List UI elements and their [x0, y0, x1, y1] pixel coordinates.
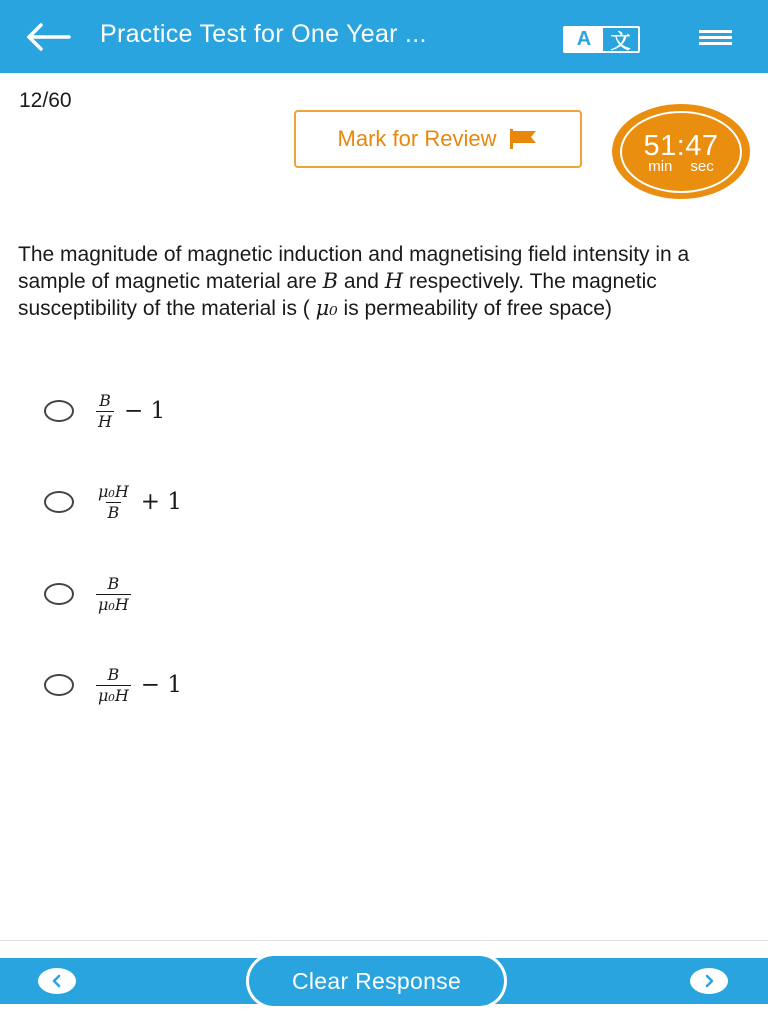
- next-question-button[interactable]: [678, 958, 768, 1004]
- option-3-denominator: μ₀H: [98, 594, 129, 614]
- option-3-radio[interactable]: [44, 583, 74, 605]
- question-part-1: The magnitude of magnetic induction and magnetising field intensity in a sample of magnetic material are: [18, 243, 690, 293]
- option-2[interactable]: [44, 472, 444, 532]
- option-3-fraction: [96, 575, 131, 614]
- question-mu0: μ₀: [315, 296, 338, 320]
- question-var-b: B: [322, 269, 339, 293]
- question-part-3: respectively. The magnetic susceptibility of the material is (: [18, 270, 657, 320]
- previous-question-button[interactable]: [0, 958, 90, 1004]
- countdown-timer: [612, 104, 750, 199]
- timer-sec-label: sec: [690, 158, 714, 175]
- option-2-fraction: [96, 483, 131, 522]
- back-button[interactable]: [18, 16, 78, 58]
- option-1-denominator: H: [98, 411, 112, 431]
- option-1-radio[interactable]: [44, 400, 74, 422]
- clear-response-button[interactable]: Clear Response: [249, 956, 504, 1006]
- option-4-radio[interactable]: [44, 674, 74, 696]
- option-1-fraction: [96, 392, 114, 431]
- timer-min-label: min: [648, 158, 673, 175]
- flag-icon: [508, 128, 538, 150]
- chevron-left-icon: [50, 973, 64, 989]
- option-3-formula: [96, 575, 141, 614]
- page-title: Practice Test for One Year ...: [100, 20, 427, 48]
- option-2-denominator: B: [107, 502, 120, 522]
- previous-knob: [38, 968, 76, 994]
- question-counter: 12/60: [19, 89, 72, 112]
- arrow-left-icon: [23, 22, 73, 52]
- chevron-right-icon: [702, 973, 716, 989]
- app-header: [0, 0, 768, 73]
- translate-glyph: 文: [610, 31, 631, 53]
- option-3[interactable]: [44, 564, 444, 624]
- option-4-denominator: μ₀H: [98, 685, 129, 705]
- mark-for-review-label: Mark for Review: [337, 126, 497, 151]
- option-4[interactable]: [44, 655, 444, 715]
- option-2-radio[interactable]: [44, 491, 74, 513]
- question-part-4: is permeability of free space): [337, 297, 612, 320]
- option-1-formula: [96, 392, 165, 431]
- footer-divider: [0, 940, 768, 941]
- mark-for-review-button[interactable]: [294, 110, 582, 168]
- timer-units: [612, 158, 750, 175]
- option-4-formula: [96, 666, 182, 705]
- option-4-numerator: B: [107, 664, 120, 684]
- option-1-numerator: B: [99, 390, 111, 410]
- timer-value: 51:47: [643, 130, 719, 162]
- translate-button[interactable]: [563, 26, 640, 53]
- option-2-numerator: μ₀H: [98, 481, 129, 501]
- translate-letter: A: [565, 28, 603, 51]
- menu-button[interactable]: [694, 22, 738, 54]
- question-text: [18, 242, 758, 322]
- question-part-2: and: [338, 270, 385, 293]
- option-3-numerator: B: [107, 573, 120, 593]
- option-4-fraction: [96, 666, 131, 705]
- next-knob: [690, 968, 728, 994]
- option-1[interactable]: [44, 381, 444, 441]
- option-2-formula: [96, 483, 182, 522]
- option-2-suffix: + 1: [140, 489, 182, 515]
- option-4-suffix: − 1: [140, 672, 182, 698]
- question-var-h: H: [384, 269, 404, 293]
- option-1-suffix: − 1: [123, 398, 166, 424]
